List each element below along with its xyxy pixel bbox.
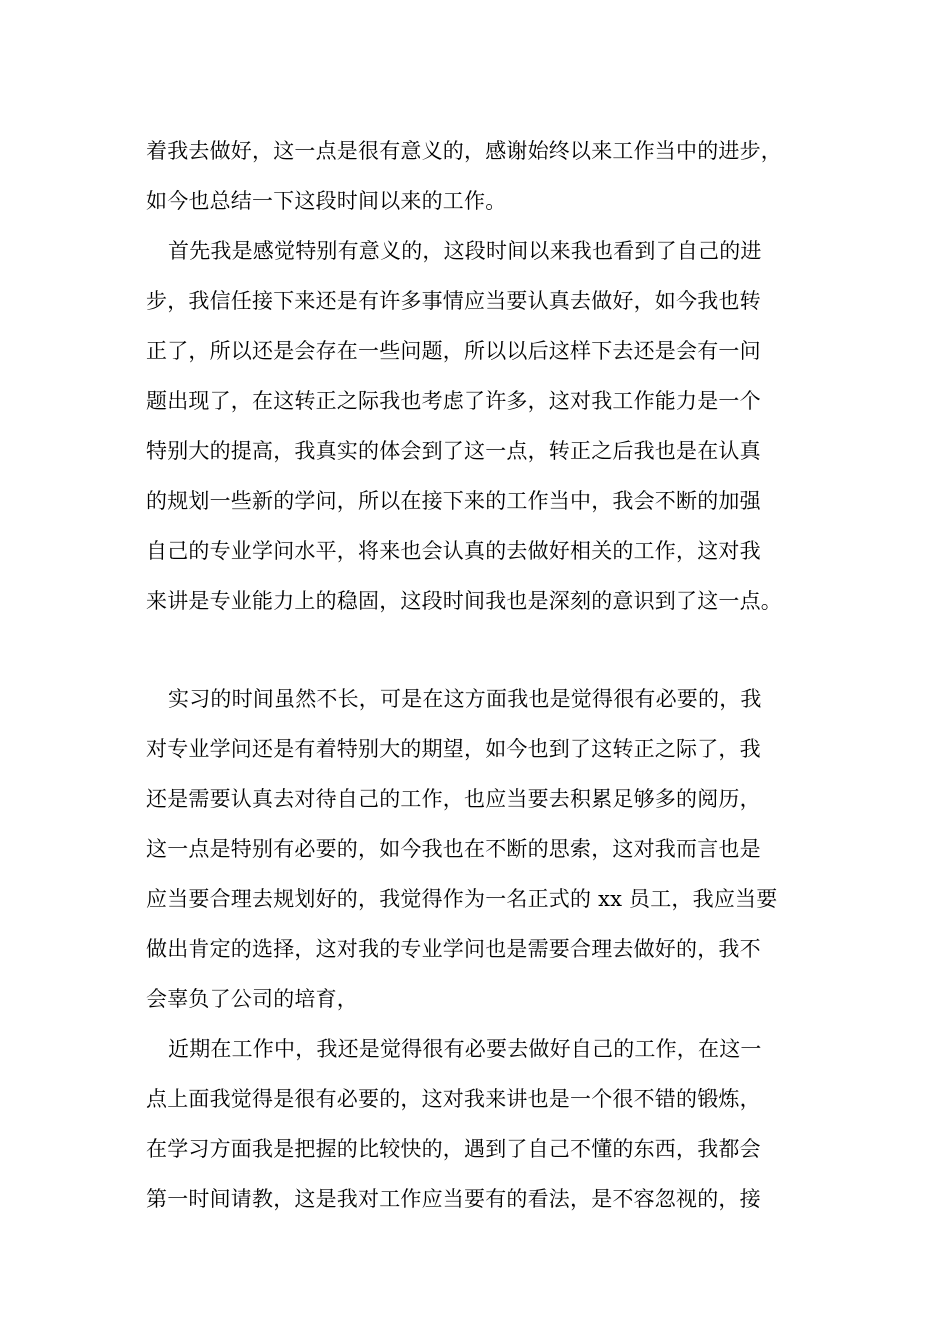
text-line-12: 对专业学问还是有着特别大的期望，如今也到了这转正之际了，我 — [146, 737, 761, 761]
text-line-5: 正了，所以还是会存在一些问题，所以以后这样下去还是会有一问 — [146, 339, 761, 363]
text-line-9: 自己的专业学问水平，将来也会认真的去做好相关的工作，这对我 — [146, 539, 761, 563]
text-line-3: 首先我是感觉特别有意义的，这段时间以来我也看到了自己的进 — [168, 239, 762, 263]
text-line-18: 近期在工作中，我还是觉得很有必要去做好自己的工作，在这一 — [168, 1037, 762, 1061]
text-line-11: 实习的时间虽然不长，可是在这方面我也是觉得很有必要的，我 — [168, 687, 762, 711]
text-line-10: 来讲是专业能力上的稳固，这段时间我也是深刻的意识到了这一点。 — [146, 589, 782, 613]
text-line-2: 如今也总结一下这段时间以来的工作。 — [146, 189, 507, 213]
text-line-13: 还是需要认真去对待自己的工作，也应当要去积累足够多的阅历， — [146, 787, 761, 811]
text-line-6: 题出现了，在这转正之际我也考虑了许多，这对我工作能力是一个 — [146, 389, 761, 413]
text-line-16: 做出肯定的选择，这对我的专业学问也是需要合理去做好的，我不 — [146, 937, 761, 961]
text-line-21: 第一时间请教，这是我对工作应当要有的看法，是不容忽视的，接 — [146, 1187, 761, 1211]
text-line-17: 会辜负了公司的培育， — [146, 987, 358, 1011]
text-line-4: 步，我信任接下来还是有许多事情应当要认真去做好，如今我也转 — [146, 289, 761, 313]
text-line-1: 着我去做好，这一点是很有意义的，感谢始终以来工作当中的进步， — [146, 139, 782, 163]
text-line-15: 应当要合理去规划好的，我觉得作为一名正式的 xx 员工，我应当要 — [146, 887, 778, 911]
text-line-19: 点上面我觉得是很有必要的，这对我来讲也是一个很不错的锻炼， — [146, 1087, 761, 1111]
text-line-20: 在学习方面我是把握的比较快的，遇到了自己不懂的东西，我都会 — [146, 1137, 761, 1161]
text-line-14: 这一点是特别有必要的，如今我也在不断的思索，这对我而言也是 — [146, 837, 761, 861]
text-line-7: 特别大的提高，我真实的体会到了这一点，转正之后我也是在认真 — [146, 439, 761, 463]
text-line-8: 的规划一些新的学问，所以在接下来的工作当中，我会不断的加强 — [146, 489, 761, 513]
